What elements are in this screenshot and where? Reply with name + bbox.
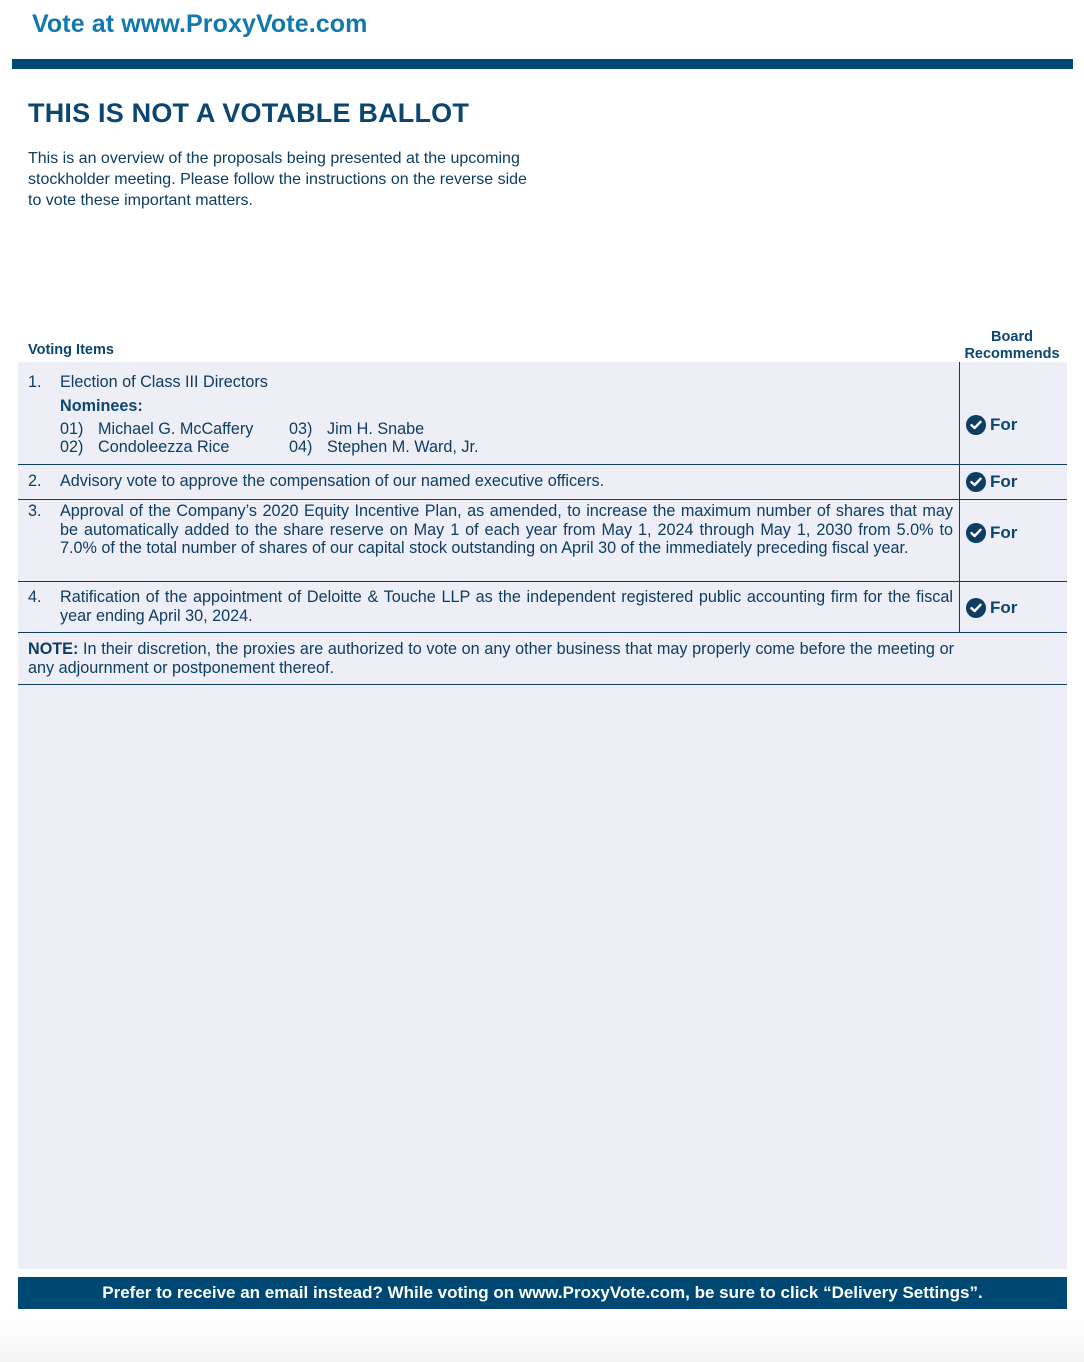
voting-item-row [18, 500, 1067, 582]
nominee-name: Jim H. Snabe [327, 420, 425, 438]
check-circle-icon [966, 523, 986, 543]
column-header-board-line2: Recommends [964, 346, 1060, 362]
delivery-settings-banner [18, 1277, 1067, 1309]
note-label: NOTE: [28, 640, 79, 658]
nominee-number: 02) [60, 438, 84, 456]
voting-item-text-cell [18, 465, 960, 499]
item-number: 4. [28, 588, 42, 606]
note-row [18, 632, 1067, 685]
voting-item-row [18, 465, 1067, 500]
item-text: Advisory vote to approve the compensation of our named executive officers. [60, 472, 605, 490]
note-body: In their discretion, the proxies are authorized to vote on any other business that may properly come before the meeting or any adjournment or postponement thereof. [28, 640, 954, 677]
nominee-item [289, 420, 424, 439]
recommendation-label: For [990, 414, 1018, 434]
voting-item-text-cell [18, 582, 960, 632]
nominee-name: Stephen M. Ward, Jr. [327, 438, 479, 456]
nominee-item [289, 438, 478, 457]
recommendation-label: For [990, 471, 1018, 491]
nominee-number: 04) [289, 438, 313, 456]
note-text [28, 640, 954, 677]
intro-text: This is an overview of the proposals being presented at the upcoming stockholder meeting. Please follow the instructions on the reverse side to vote these important matters. [28, 150, 527, 209]
nominee-item [60, 438, 229, 457]
item-text: Election of Class III Directors [60, 373, 268, 391]
check-circle-icon [966, 598, 986, 618]
nominee-name: Michael G. McCaffery [98, 420, 254, 438]
nominee-name: Condoleezza Rice [98, 438, 230, 456]
page-title: THIS IS NOT A VOTABLE BALLOT [28, 98, 470, 128]
recommendation-label: For [990, 522, 1018, 542]
nominee-number: 01) [60, 420, 84, 438]
nominee-item [60, 420, 253, 439]
recommendation-label: For [990, 597, 1018, 617]
board-recommendation [966, 598, 1017, 618]
nominee-number: 03) [289, 420, 313, 438]
board-recommendation [966, 415, 1017, 435]
delivery-settings-text: Prefer to receive an email instead? While voting on www.ProxyVote.com, be sure to click “Delivery Settings”. [102, 1283, 983, 1302]
board-recommendation [966, 472, 1017, 492]
check-circle-icon [966, 415, 986, 435]
check-circle-icon [966, 472, 986, 492]
item-text: Ratification of the appointment of Deloitte & Touche LLP as the independent registered public accounting firm for the fiscal year ending April 30, 2024. [60, 588, 953, 625]
voting-item-text-cell [18, 500, 960, 581]
column-header-board-recommends [958, 329, 1066, 363]
voting-item-row [18, 582, 1067, 633]
header-divider [12, 59, 1073, 69]
item-number: 3. [28, 502, 42, 520]
board-recommendation [966, 523, 1017, 543]
item-text: Approval of the Company’s 2020 Equity Incentive Plan, as amended, to increase the maximum number of shares that may be automatically added to the share reserve on May 1 of each year from May 1, 2024 through May 1, 2030 from 5.0% to 7.0% of the total number of shares of our capital stock outstanding on April 30 of the immediately preceding fiscal year. [60, 502, 953, 557]
item-number: 1. [28, 373, 42, 391]
vote-website-title: Vote at www.ProxyVote.com [32, 10, 368, 38]
voting-item-row [18, 362, 1067, 465]
column-header-board-line1: Board [991, 329, 1033, 345]
nominees-label: Nominees: [60, 397, 143, 415]
item-number: 2. [28, 472, 42, 490]
column-header-voting-items: Voting Items [28, 342, 114, 358]
voting-item-text-cell [18, 362, 960, 464]
